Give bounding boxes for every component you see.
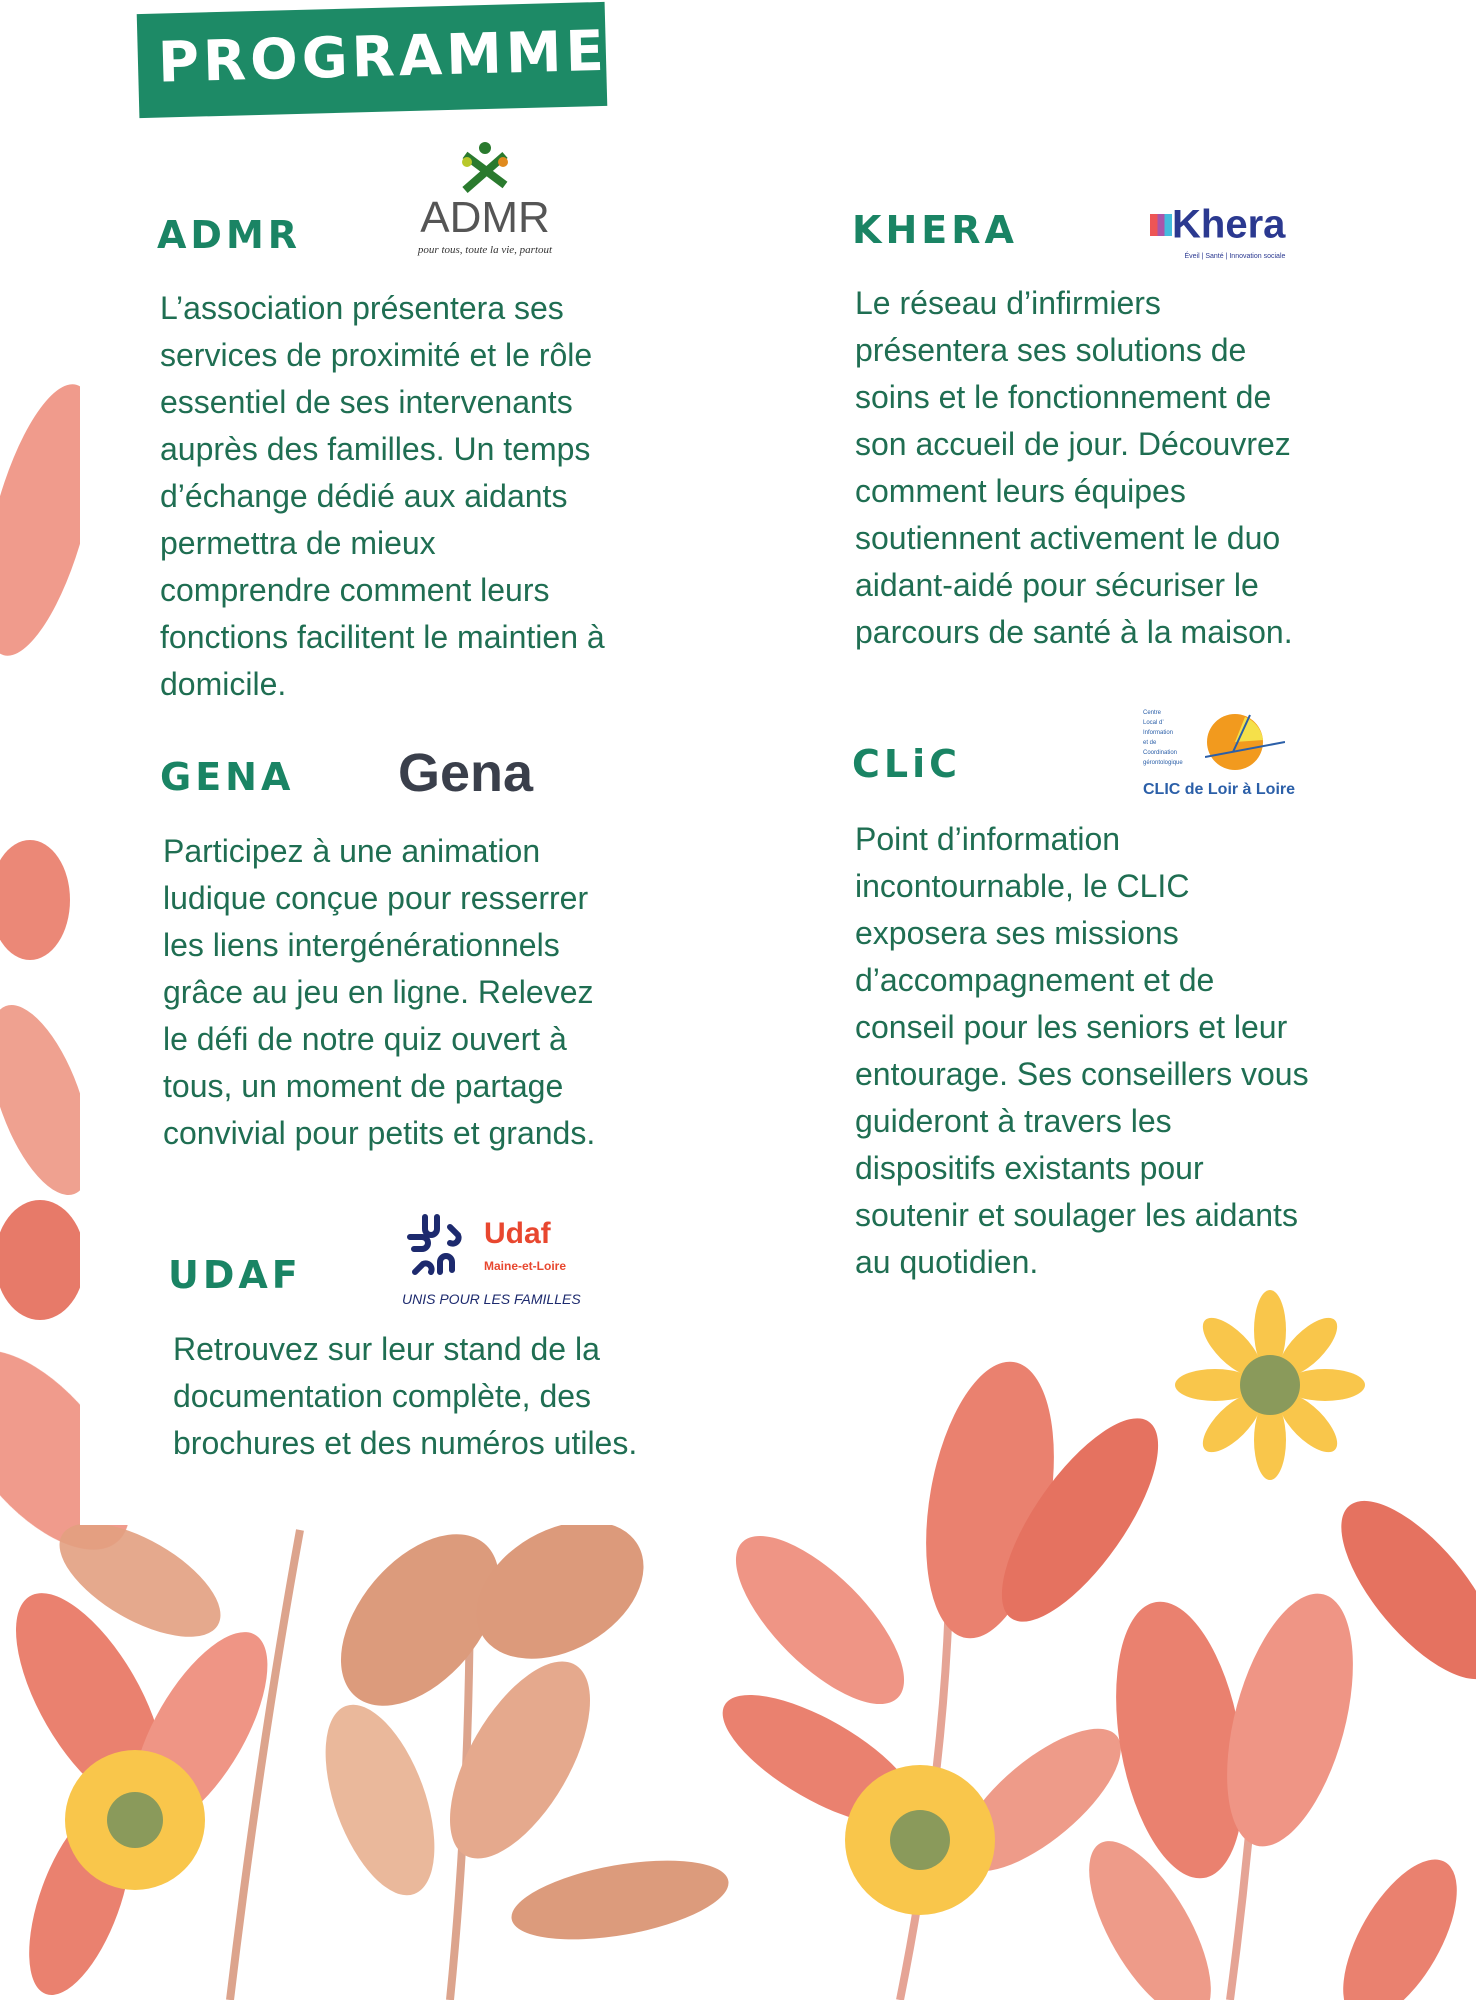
text-line: d’échange dédié aux aidants <box>160 478 568 514</box>
clic-logo <box>1143 708 1343 808</box>
clic-logo-text: CLIC de Loir à Loire <box>1143 781 1296 798</box>
text-line: Participez à une animation <box>163 833 541 869</box>
text-line: permettra de mieux <box>160 525 436 561</box>
gena-description <box>163 828 595 1157</box>
clic-logo-line: Information <box>1143 730 1174 736</box>
text-line: entourage. Ses conseillers vous <box>855 1056 1309 1092</box>
text-line: L’association présentera ses <box>160 290 564 326</box>
people-icon <box>445 140 525 195</box>
text-line: tous, un moment de partage <box>163 1068 564 1104</box>
text-line: soutenir et soulager les aidants <box>855 1197 1298 1233</box>
text-line: conseil pour les seniors et leur <box>855 1009 1288 1045</box>
clic-heading: CLiC <box>852 742 962 786</box>
text-line: son accueil de jour. Découvrez <box>855 426 1291 462</box>
text-line: aidant-aidé pour sécuriser le <box>855 567 1259 603</box>
text-line: grâce au jeu en ligne. Relevez <box>163 974 594 1010</box>
text-line: Retrouvez sur leur stand de la <box>173 1331 600 1367</box>
text-line: d’accompagnement et de <box>855 962 1215 998</box>
text-line: comprendre comment leurs <box>160 572 550 608</box>
sun-icon <box>1205 712 1285 772</box>
clic-logo-line: et de <box>1143 740 1157 746</box>
text-line: Le réseau d’infirmiers <box>855 285 1161 321</box>
admr-logo-text: ADMR <box>420 193 550 242</box>
clic-logo-line: Centre <box>1143 710 1162 716</box>
clic-logo-line: gérontologique <box>1143 760 1183 766</box>
admr-logo <box>400 140 570 257</box>
text-line: essentiel de ses intervenants <box>160 384 573 420</box>
text-line: le défi de notre quiz ouvert à <box>163 1021 567 1057</box>
text-line: ludique conçue pour resserrer <box>163 880 589 916</box>
text-line: services de proximité et le rôle <box>160 337 593 373</box>
udaf-logo <box>400 1212 600 1316</box>
udaf-tagline: UNIS POUR LES FAMILLES <box>402 1291 581 1307</box>
admr-tagline: pour tous, toute la vie, partout <box>417 244 553 256</box>
udaf-logo-sub: Maine-et-Loire <box>484 1259 567 1273</box>
text-line: brochures et des numéros utiles. <box>173 1425 638 1461</box>
text-line: convivial pour petits et grands. <box>163 1115 596 1151</box>
text-line: guideront à travers les <box>855 1103 1172 1139</box>
udaf-emblem-icon <box>400 1212 470 1282</box>
text-line: fonctions facilitent le maintien à <box>160 619 605 655</box>
gena-logo: Gena <box>398 743 534 803</box>
text-line: dispositifs existants pour <box>855 1150 1204 1186</box>
clic-description <box>855 816 1309 1286</box>
text-line: au quotidien. <box>855 1244 1039 1280</box>
text-line: Point d’information <box>855 821 1121 857</box>
admr-heading: ADMR <box>157 213 302 257</box>
text-line: parcours de santé à la maison. <box>855 614 1293 650</box>
khera-logo-text: Khera <box>1172 202 1286 247</box>
text-line: comment leurs équipes <box>855 473 1186 509</box>
sunflower-icon <box>1175 1290 1365 1480</box>
page-title: PROGRAMME <box>157 18 609 96</box>
text-line: domicile. <box>160 666 287 702</box>
clic-logo-small <box>1143 708 1183 768</box>
clic-logo-line: Coordination <box>1143 750 1178 756</box>
text-line: exposera ses missions <box>855 915 1179 951</box>
udaf-heading: UDAF <box>168 1253 302 1297</box>
clic-logo-line: Local d’ <box>1143 720 1164 726</box>
text-line: documentation complète, des <box>173 1378 592 1414</box>
text-line: présentera ses solutions de <box>855 332 1247 368</box>
khera-logo <box>1150 200 1285 262</box>
programme-banner <box>137 2 608 118</box>
text-line: incontournable, le CLIC <box>855 868 1190 904</box>
admr-description <box>160 285 605 708</box>
text-line: soins et le fonctionnement de <box>855 379 1272 415</box>
gena-heading: GENA <box>160 755 295 799</box>
udaf-description <box>173 1326 637 1467</box>
khera-heading: KHERA <box>852 208 1018 252</box>
text-line: soutiennent activement le duo <box>855 520 1281 556</box>
plus-icon <box>1150 214 1172 236</box>
khera-description <box>855 280 1293 656</box>
udaf-logo-text: Udaf <box>484 1217 551 1250</box>
khera-tagline: Éveil | Santé | Innovation sociale <box>1184 253 1286 260</box>
text-line: les liens intergénérationnels <box>163 927 560 963</box>
text-line: auprès des familles. Un temps <box>160 431 591 467</box>
